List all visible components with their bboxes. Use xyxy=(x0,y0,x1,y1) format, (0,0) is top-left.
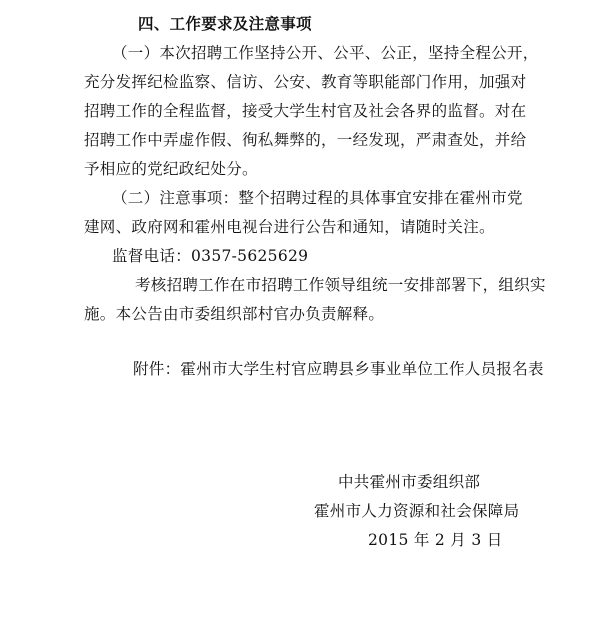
paragraph-line: 考核招聘工作在市招聘工作领导组统一安排部署下，组织实 xyxy=(135,276,546,294)
paragraph-line: 予相应的党纪政纪处分。 xyxy=(84,160,258,178)
paragraph-line: （二）注意事项：整个招聘过程的具体事宜安排在霍州市党 xyxy=(112,189,523,207)
paragraph-line: （一）本次招聘工作坚持公开、公平、公正，坚持全程公开， xyxy=(112,44,539,62)
signature-org-party: 中共霍州市委组织部 xyxy=(338,473,481,491)
paragraph-line: 招聘工作的全程监督，接受大学生村官及社会各界的监督。对在 xyxy=(84,102,527,120)
paragraph-line: 施。本公告由市委组织部村官办负责解释。 xyxy=(84,305,385,323)
signature-org-hr: 霍州市人力资源和社会保障局 xyxy=(314,502,520,520)
supervision-hotline: 监督电话：0357-5625629 xyxy=(112,247,309,265)
attachment-note: 附件：霍州市大学生村官应聘县乡事业单位工作人员报名表 xyxy=(133,360,544,378)
section-heading: 四、工作要求及注意事项 xyxy=(138,15,312,33)
signature-date: 2015 年 2 月 3 日 xyxy=(368,531,503,549)
paragraph-line: 招聘工作中弄虚作假、徇私舞弊的，一经发现，严肃查处，并给 xyxy=(84,131,527,149)
paragraph-line: 建网、政府网和霍州电视台进行公告和通知，请随时关注。 xyxy=(84,218,495,236)
paragraph-line: 充分发挥纪检监察、信访、公安、教育等职能部门作用，加强对 xyxy=(84,73,527,91)
